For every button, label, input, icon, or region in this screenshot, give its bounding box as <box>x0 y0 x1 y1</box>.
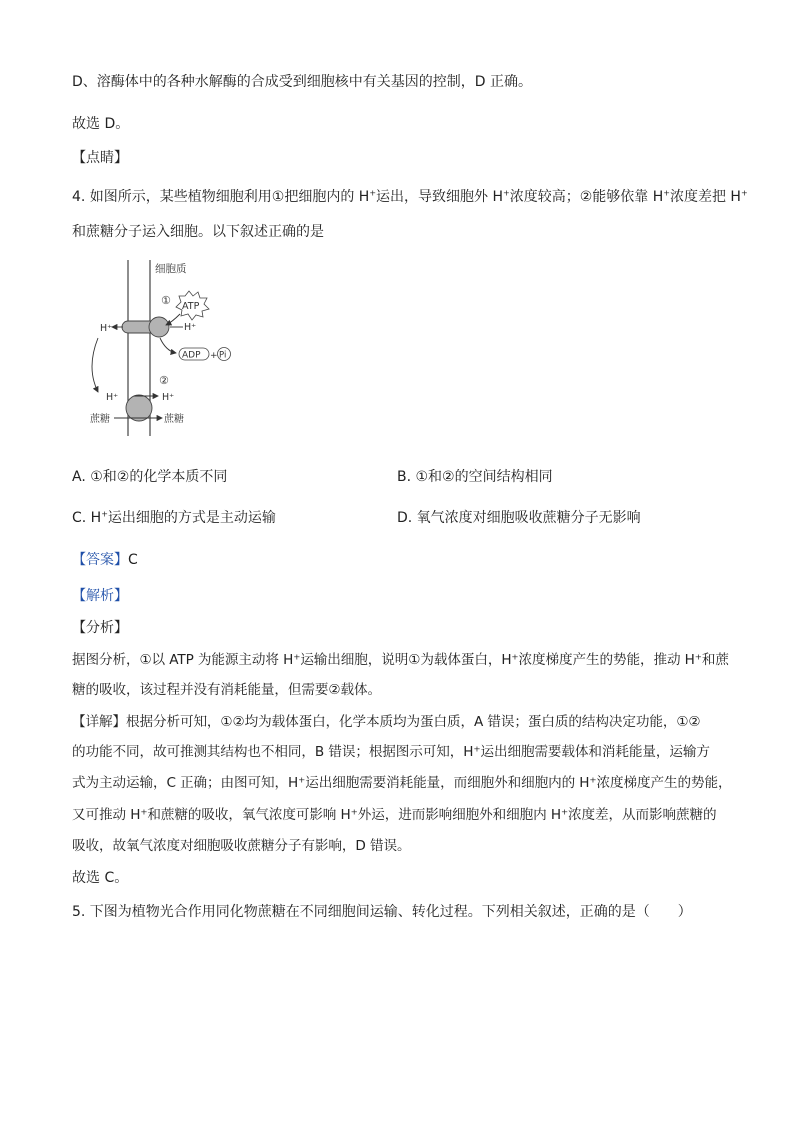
detail-line-4: 又可推动 H⁺和蔗糖的吸收，氧气浓度可影响 H⁺外运，进而影响细胞外和细胞内 H⁺浓度差，从而影响蔗糖的 <box>72 807 717 823</box>
answer-label: 【答案】 <box>72 552 128 568</box>
dianjing-label: 【点睛】 <box>72 150 128 166</box>
fenxi-line-1: 据图分析，①以 ATP 为能源主动将 H⁺运输出细胞，说明①为载体蛋白，H⁺浓度梯度产生的势能，推动 H⁺和蔗 <box>72 652 729 668</box>
q4-stem-line1: 4. 如图所示，某些植物细胞利用①把细胞内的 H+运出，导致细胞外 H+浓度较高；②能够依靠 H+浓度差把 H+ <box>72 188 748 205</box>
pi-label: Pi <box>219 350 227 361</box>
q5-stem: 5. 下图为植物光合作用同化物蔗糖在不同细胞间运输、转化过程。下列相关叙述，正确的是（ ） <box>72 904 692 920</box>
h-outside-label-2: H⁺ <box>106 392 119 403</box>
detail-line-2: 的功能不同，故可推测其结构也不相同，B 错误；根据图示可知，H⁺运出细胞需要载体和消耗能量，运输方 <box>72 744 710 760</box>
svg-text:+: + <box>210 351 218 361</box>
option-d-explanation: D、溶酶体中的各种水解酶的合成受到细胞核中有关基因的控制，D 正确。 <box>72 74 533 90</box>
h-inside-label-2: H⁺ <box>162 392 175 403</box>
membrane-transport-diagram <box>86 256 256 441</box>
h-outside-label: H⁺ <box>100 323 113 334</box>
answer-line <box>72 550 138 570</box>
h-inside-label: H⁺ <box>184 322 197 333</box>
q4-stem-line2: 和蔗糖分子运入细胞。以下叙述正确的是 <box>72 224 324 240</box>
option-a: A. ①和②的化学本质不同 <box>72 469 228 485</box>
detail-line-3: 式为主动运输，C 正确；由图可知，H⁺运出细胞需要消耗能量，而细胞外和细胞内的 H⁺浓度梯度产生的势能， <box>72 775 732 791</box>
carrier-1-marker: ① <box>161 294 171 307</box>
detail-line-5: 吸收，故氧气浓度对细胞吸收蔗糖分子有影响，D 错误。 <box>72 838 411 854</box>
carrier-protein-2 <box>126 395 152 421</box>
carrier-protein-1 <box>122 317 169 337</box>
choose-d: 故选 D。 <box>72 116 130 132</box>
sucrose-outside-label: 蔗糖 <box>90 414 110 425</box>
option-b: B. ①和②的空间结构相同 <box>397 469 553 485</box>
detail-line-1: 【详解】根据分析可知，①②均为载体蛋白，化学本质均为蛋白质，A 错误；蛋白质的结构决定功能，①② <box>72 714 701 730</box>
atp-label: ATP <box>182 301 200 312</box>
analysis-label: 【解析】 <box>72 588 128 604</box>
adp-label: ADP <box>182 350 201 361</box>
sucrose-inside-label: 蔗糖 <box>164 414 184 425</box>
carrier-2-marker: ② <box>159 374 169 387</box>
option-c: C. H+运出细胞的方式是主动运输 <box>72 509 276 526</box>
fenxi-line-2: 糖的吸收，该过程并没有消耗能量，但需要②载体。 <box>72 682 381 698</box>
fenxi-label: 【分析】 <box>72 620 128 636</box>
choose-c: 故选 C。 <box>72 870 129 886</box>
option-d: D. 氧气浓度对细胞吸收蔗糖分子无影响 <box>397 510 641 526</box>
answer-value: C <box>128 552 138 568</box>
cytoplasm-label: 细胞质 <box>155 263 187 275</box>
